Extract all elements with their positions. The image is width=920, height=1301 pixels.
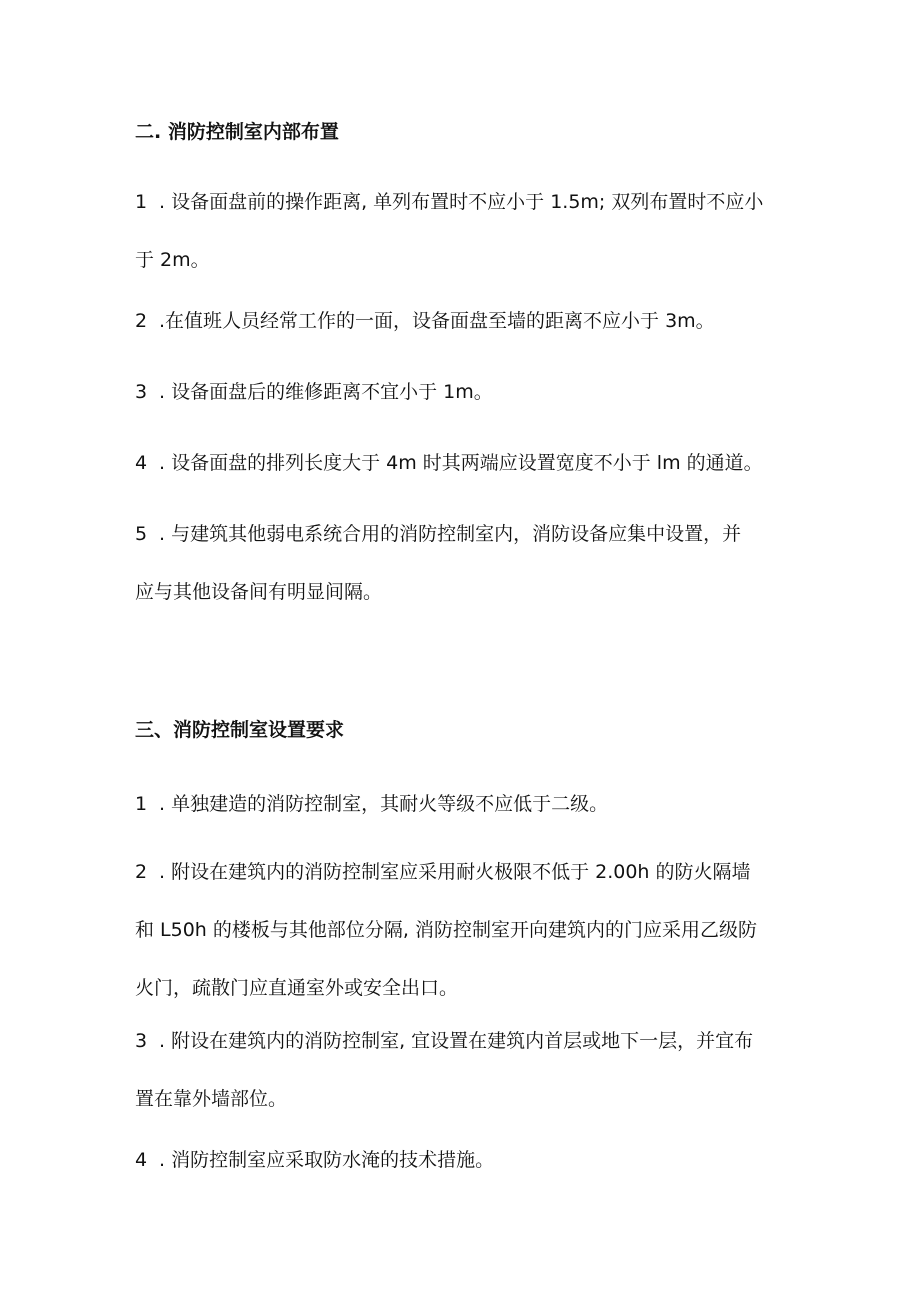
list-item <box>135 188 795 274</box>
list-item <box>135 520 795 606</box>
item-text: . 单独建造的消防控制室，其耐火等级不应低于二级。 <box>159 793 609 815</box>
item-text: . 附设在建筑内的消防控制室, 宜设置在建筑内首层或地下一层，并宜布 <box>159 1030 754 1052</box>
item-number: 3 <box>135 381 148 403</box>
item-number: 4 <box>135 1149 148 1171</box>
list-item <box>135 858 795 1002</box>
list-item <box>135 307 795 335</box>
item-text: . 消防控制室应采取防水淹的技术措施。 <box>159 1149 495 1171</box>
item-text: 应与其他设备间有明显间隔。 <box>135 581 383 603</box>
section-heading-3: 三、消防控制室设置要求 <box>135 719 345 741</box>
item-number: 3 <box>135 1030 148 1052</box>
section-heading-2: 二. 消防控制室内部布置 <box>135 121 339 143</box>
item-text: 火门，疏散门应直通室外或安全出口。 <box>135 977 459 999</box>
item-text: . 设备面盘后的维修距离不宜小于 1m。 <box>159 381 493 403</box>
list-item <box>135 1027 795 1113</box>
item-text: . 设备面盘前的操作距离, 单列布置时不应小于 1.5m; 双列布置时不应小 <box>159 191 764 213</box>
item-text: . 附设在建筑内的消防控制室应采用耐火极限不低于 2.00h 的防火隔墙 <box>159 861 751 883</box>
item-number: 1 <box>135 191 148 213</box>
item-number: 5 <box>135 523 148 545</box>
list-item <box>135 790 795 818</box>
item-text: . 设备面盘的排列长度大于 4m 时其两端应设置宽度不小于 lm 的通道。 <box>159 452 763 474</box>
item-text: 和 L50h 的楼板与其他部位分隔, 消防控制室开向建筑内的门应采用乙级防 <box>135 919 757 941</box>
item-number: 2 <box>135 861 148 883</box>
item-text: . 与建筑其他弱电系统合用的消防控制室内，消防设备应集中设置，并 <box>159 523 742 545</box>
list-item <box>135 449 795 477</box>
list-item <box>135 378 795 406</box>
item-number: 1 <box>135 793 148 815</box>
item-text: 置在靠外墙部位。 <box>135 1088 288 1110</box>
item-number: 2 <box>135 310 148 332</box>
item-number: 4 <box>135 452 148 474</box>
item-text: .在值班人员经常工作的一面，设备面盘至墙的距离不应小于 3m。 <box>159 310 715 332</box>
item-text: 于 2m。 <box>135 249 210 271</box>
list-item <box>135 1146 795 1174</box>
